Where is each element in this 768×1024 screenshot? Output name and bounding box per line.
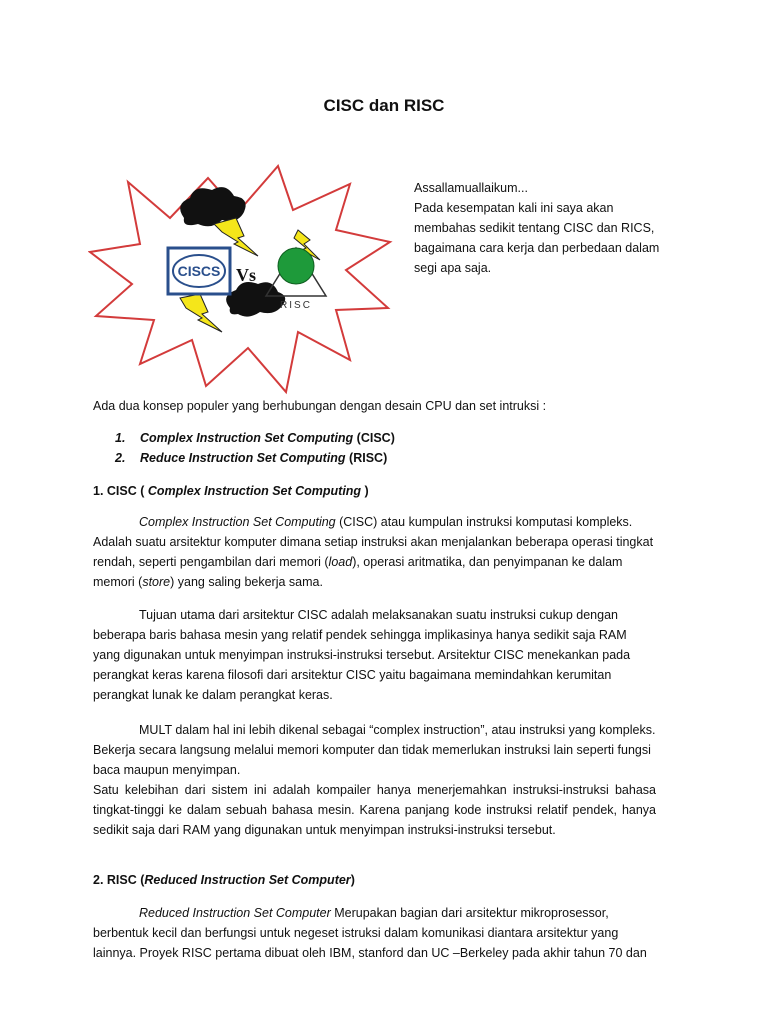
cisc-paragraph-4: Satu kelebihan dari sistem ini adalah kompailer hanya menerjemahkan instruksi-instruksi bahasa tingkat-tinggi ke dalam sebuah bahasa mesin. Karena panjang kode instruksi relatif pendek, hanya sedikit saja dari RAM yang digunakan untuk menyimpan instruksi-instruksi tersebut. xyxy=(93,783,656,837)
concept-list xyxy=(93,428,395,468)
risc-heading xyxy=(93,870,656,890)
cisc-paragraph-1 xyxy=(93,512,656,592)
concept-abbr: (RISC) xyxy=(345,451,388,465)
abbr: CISC xyxy=(343,515,374,529)
term: Complex Instruction Set Computing xyxy=(139,515,336,529)
list-item xyxy=(93,428,395,448)
risc-logo-text: RISC xyxy=(280,300,312,311)
cisc-logo-text: CISCS xyxy=(177,263,221,279)
heading-suffix: ) xyxy=(361,484,369,498)
text-run: ( xyxy=(335,515,344,529)
heading-suffix: ) xyxy=(350,873,355,887)
heading-prefix: 2. RISC ( xyxy=(93,873,145,887)
term: Reduced Instruction Set Computer xyxy=(139,906,331,920)
text-run: ), operasi aritmatika, dan penyimpanan ke dalam memori ( xyxy=(93,555,623,589)
greeting-paragraph xyxy=(414,178,714,278)
intro-paragraph: Ada dua konsep populer yang berhubungan dengan desain CPU dan set intruksi : xyxy=(93,399,547,413)
greeting-line: membahas sedikit tentang CISC dan RICS, xyxy=(414,221,655,235)
greeting-line: Assallamuallaikum... xyxy=(414,181,528,195)
list-number: 1. xyxy=(115,431,126,445)
cisc-vs-risc-image xyxy=(88,160,398,396)
concept-abbr: (CISC) xyxy=(353,431,395,445)
greeting-line: bagaimana cara kerja dan perbedaan dalam xyxy=(414,241,660,255)
text-run: Merupakan bagian dari arsitektur mikroprosessor, berbentuk kecil dan berfungsi untuk negeset istruksi dalam komunikasi diantara arsitektur yang lainnya. Proyek RISC pertama dibuat oleh IBM, stanford dan UC –Berkeley pada akhir tahun 70 dan xyxy=(93,906,647,960)
heading-prefix: 1. CISC ( xyxy=(93,484,148,498)
risc-logo-ball xyxy=(278,248,314,284)
greeting-line: segi apa saja. xyxy=(414,261,492,275)
text-run: ) atau kumpulan instruksi komputasi kompleks. Adalah suatu arsitektur komputer dimana setiap instruksi akan menjalankan beberapa operasi tingkat rendah, seperti pengambilan dari memori ( xyxy=(93,515,654,569)
cisc-vs-risc-illustration xyxy=(88,160,398,396)
greeting-line: Pada kesempatan kali ini saya akan xyxy=(414,201,614,215)
term-store: store xyxy=(142,575,171,589)
cisc-paragraph-3: MULT dalam hal ini lebih dikenal sebagai “complex instruction”, atau instruksi yang kompleks. Bekerja secara langsung melalui memori komputer dan tidak memerlukan instruksi lain seperti fungsi baca maupun menyimpan. xyxy=(93,723,656,777)
vs-label: Vs xyxy=(235,265,257,285)
heading-term: Reduced Instruction Set Computer xyxy=(144,873,351,887)
concept-name: Reduce Instruction Set Computing xyxy=(140,451,346,465)
cisc-paragraph-2: Tujuan utama dari arsitektur CISC adalah melaksanakan suatu instruksi cukup dengan beberapa baris bahasa mesin yang relatif pendek sehingga implikasinya hanya sedikit saja RAM yang digunakan untuk menyimpan instruksi-instruksi tersebut. Arsitektur CISC menekankan pada perangkat keras karena filosofi dari arsitektur CISC yaitu bagaimana memindahkan kerumitan perangkat lunak ke dalam perangkat keras. xyxy=(93,608,631,702)
list-number: 2. xyxy=(115,451,126,465)
text-run: ) yang saling bekerja sama. xyxy=(170,575,323,589)
heading-term: Complex Instruction Set Computing xyxy=(147,484,362,498)
page-title: CISC dan RISC xyxy=(323,96,445,115)
list-item xyxy=(93,448,395,468)
concept-name: Complex Instruction Set Computing xyxy=(140,431,354,445)
risc-paragraph-1 xyxy=(93,903,656,963)
term-load: load xyxy=(328,555,353,569)
cisc-heading xyxy=(93,481,656,501)
